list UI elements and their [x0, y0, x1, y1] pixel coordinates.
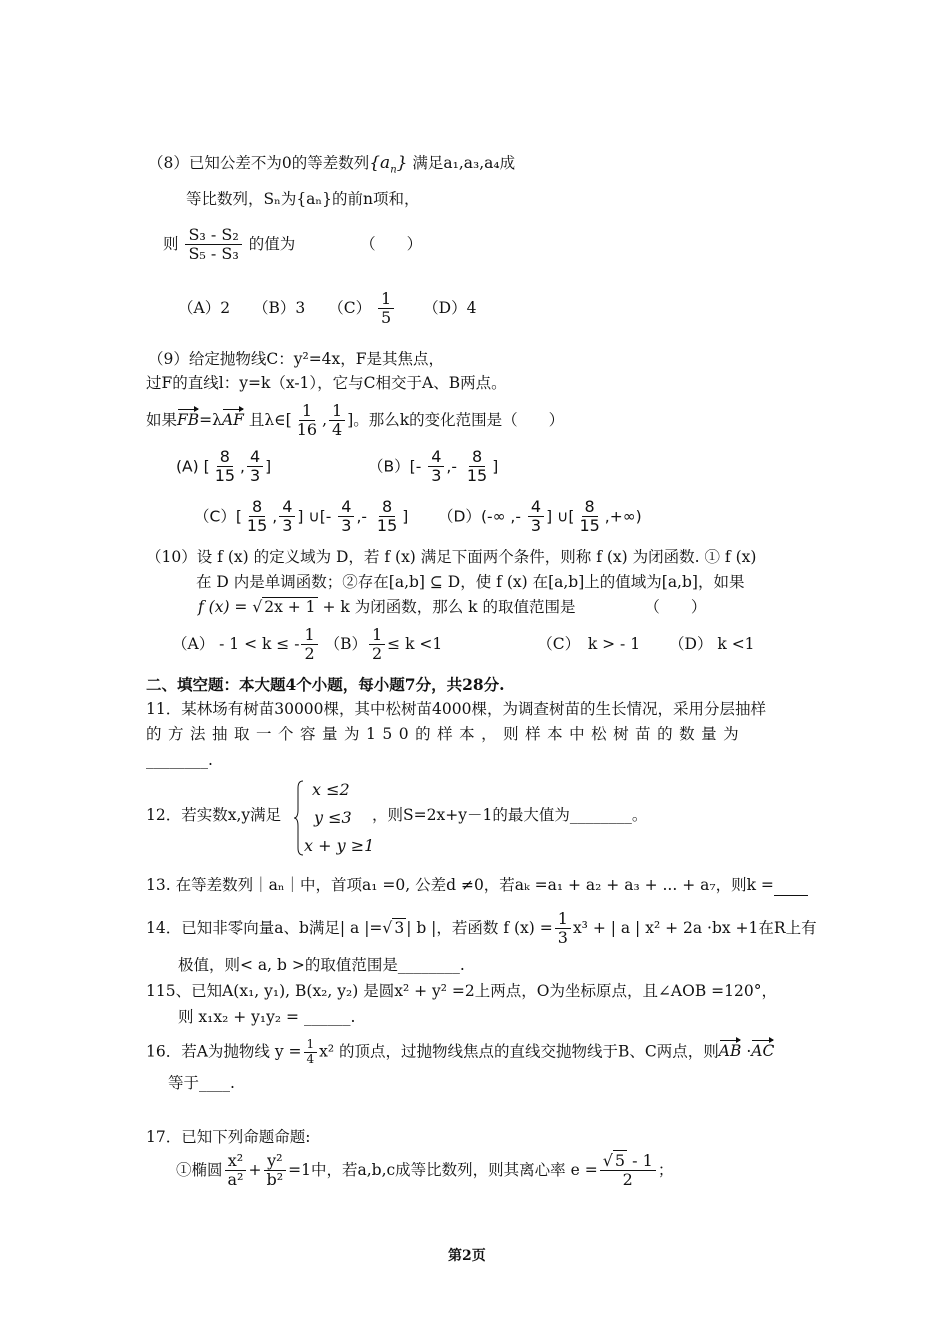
- q14-pre: 14．已知非零向量a、b满足| a |=: [146, 918, 383, 937]
- q10-opt-b-num: 1: [369, 626, 385, 645]
- q10-line3: f (x) = √ 2x + 1 + k 为闭函数，那么 k 的取值范围是 （ ）: [198, 598, 707, 616]
- q8-frac-num: S₃ - S₂: [185, 226, 241, 245]
- q8-line1: （8）已知公差不为0的等差数列$\{a_n\}$ 满足a₁,a₃,a₄成: [148, 153, 516, 176]
- q10-line1: （10）设 f (x) 的定义域为 D，若 f (x) 满足下面两个条件，则称 f (x) 为闭函数. ① f (x): [146, 548, 757, 566]
- q8-line3-pre: 则: [163, 234, 179, 253]
- section-heading: 二、填空题：本大题4个小题，每小题7分，共28分.: [146, 675, 505, 694]
- q9-opt-b-d2: 15: [466, 466, 488, 486]
- q8-opt-c-frac: [378, 290, 394, 328]
- q9-opt-c-d3: 3: [341, 516, 352, 536]
- q8-line3: [163, 226, 422, 264]
- q8-opt-c-num: 1: [378, 290, 394, 309]
- q11-line1: 11．某林场有树苗30000棵，其中松树苗4000棵，为调查树苗的生长情况，采用分层抽样: [146, 700, 766, 718]
- q14-line1: [146, 910, 817, 948]
- q9-line3-a: 如果: [146, 410, 178, 429]
- q10-opt-a-num: 1: [301, 626, 317, 645]
- q16-pre: 16．若A为抛物线 y =: [146, 1042, 302, 1061]
- q16-vec-ab: AB: [718, 1042, 742, 1061]
- q9-line3-c: 且λ∈[: [248, 410, 292, 429]
- q15-line1: 115、已知A(x₁, y₁), B(x₂, y₂) 是圆x² + y² =2上两点，O为坐标原点，且∠AOB =120°，: [146, 982, 777, 1000]
- q8-options: [178, 290, 476, 328]
- q9-opt-a-d1: 15: [214, 466, 236, 486]
- q9-opt-c-d1: 15: [246, 516, 268, 536]
- q14-num: 1: [555, 910, 571, 929]
- q12-pre: 12．若实数x,y满足: [146, 806, 282, 824]
- q16-den: 4: [306, 1051, 315, 1066]
- q17-mid: =1中，若a,b,c成等比数列，则其离心率 e =: [288, 1160, 598, 1179]
- q10-opt-d: （D） k <1: [669, 634, 755, 653]
- q9-opt-d-n1: 4: [528, 498, 544, 517]
- q9-opt-b-n2: 8: [469, 448, 485, 467]
- q16-vec-ac: AC: [751, 1042, 775, 1061]
- q9-opt-b-d1: 3: [431, 466, 442, 486]
- q10-opt-a-den: 2: [304, 644, 315, 664]
- q10-opt-b: （B）: [324, 634, 367, 653]
- q8-stem: （8）已知公差不为0的等差数列: [148, 154, 370, 172]
- q8-frac-den: S₅ - S₃: [188, 244, 239, 264]
- q17-d3: 2: [622, 1170, 633, 1190]
- q9-n1: 1: [299, 402, 315, 421]
- q9-opt-c-n4: 8: [379, 498, 395, 517]
- q9-opt-d-d2: 15: [579, 516, 600, 536]
- q9-n2: 1: [329, 402, 345, 421]
- q17-plus: +: [248, 1160, 262, 1179]
- q8-opt-c: （C）: [328, 298, 372, 317]
- q17-n3: √ 5 - 1: [600, 1152, 656, 1171]
- q9-vec-fb: FB: [177, 410, 200, 429]
- q8-line2: 等比数列，Sₙ为{aₙ}的前n项和，: [186, 190, 420, 208]
- q9-d1: 16: [296, 420, 318, 440]
- q10-line2: 在 D 内是单调函数；②存在[a,b] ⊆ D，使 f (x) 在[a,b]上的值域为[a,b]，如果: [196, 573, 745, 591]
- q12-c2: y ≤3: [314, 808, 352, 827]
- q10-line3-post: + k 为闭函数，那么 k 的取值范围是: [317, 598, 576, 616]
- q15-line2: 则 x₁x₂ + y₁y₂ = ______.: [178, 1008, 356, 1026]
- q8-line3-post: 的值为: [248, 234, 296, 253]
- q17-line1: 17．已知下列命题命题:: [146, 1128, 311, 1146]
- q9-line2: 过F的直线l：y=k（x-1），它与C相交于A、B两点。: [146, 374, 507, 392]
- q10-line3-pre: f (x) =: [198, 598, 253, 616]
- q9-opt-d-n2: 8: [582, 498, 598, 517]
- q10-opt-b-post: ≤ k <1: [387, 634, 443, 653]
- q9-opt-a: (A) [ $\frac{8}{15}$ , $\frac{4}{3}$ ]: [176, 447, 272, 486]
- q9-d2: 4: [332, 420, 343, 440]
- q9-opt-c-d2: 3: [282, 516, 293, 536]
- q8-terms: 满足a₁,a₃,a₄成: [412, 154, 516, 172]
- q14-line2: 极值，则< a, b >的取值范围是________.: [178, 956, 465, 974]
- q13-text: 13. 在等差数列｜aₙ｜中，首项a₁ =0, 公差d ≠0，若aₖ =a₁ + a₂ + a₃ + ... + a₇，则k =: [146, 876, 774, 894]
- q9-opt-d-d1: 3: [530, 516, 542, 536]
- q11-line2: 的方法抽取一个容量为150的样本，则样本中松树苗的数量为: [146, 725, 746, 743]
- q13-line: [146, 876, 808, 896]
- q9-opt-b: （B）[- $\frac{4}{3}$ ,- $\frac{8}{15}$ ]: [368, 447, 499, 486]
- q9-frac-1: [294, 402, 320, 440]
- q10-opt-a: （A） - 1 < k ≤ -: [172, 634, 300, 653]
- q8-opt-b: （B）3: [253, 298, 306, 317]
- q9-opt-c-n1: 8: [249, 498, 265, 517]
- q16-line2: 等于____.: [168, 1074, 235, 1092]
- q8-opt-a: （A）2: [178, 298, 231, 317]
- q9-opt-d: （D）(-∞ ,- $\frac{4}{3}$ ] ∪[ $\frac{8}{15}$ ,+∞): [438, 497, 642, 536]
- q8-paren: （ ）: [360, 234, 423, 253]
- q9-opt-c-n3: 4: [338, 498, 354, 517]
- q17-n1: x²: [225, 1152, 246, 1171]
- q12-c3: x + y ≥1: [304, 836, 375, 855]
- q17-n3-root: 5: [614, 1151, 626, 1170]
- q12-brace: [294, 780, 304, 856]
- q16-post: x² 的顶点，过抛物线焦点的直线交抛物线于B、C两点，则: [319, 1042, 719, 1061]
- q9-vec-af: AF: [221, 410, 244, 429]
- q17-d1: a²: [227, 1170, 244, 1190]
- q10-paren: （ ）: [644, 598, 707, 616]
- q9-opt-c-n2: 4: [279, 498, 295, 517]
- q9-opt-b-n1: 4: [428, 448, 444, 467]
- q9-opt-c-label: （C）: [194, 507, 236, 526]
- q9-opt-b-label: （B）: [368, 457, 410, 476]
- q8-opt-c-den: 5: [381, 308, 392, 328]
- q9-opt-a-label: (A): [176, 457, 199, 476]
- q9-line3-d: ]。那么k的变化范围是（ ）: [347, 410, 565, 429]
- q17-line2: [176, 1152, 673, 1190]
- q16-dot: ·: [741, 1042, 752, 1061]
- q8-fraction: [185, 226, 241, 264]
- page-footer: 第2页: [448, 1248, 486, 1264]
- q8-opt-d: （D）4: [423, 298, 477, 317]
- q9-opt-a-n1: 8: [217, 448, 233, 467]
- q17-n3-post: - 1: [627, 1151, 653, 1170]
- q10-opt-c: （C） k > - 1: [537, 634, 641, 653]
- q17-n2: y²: [264, 1152, 285, 1171]
- q17-d2: b²: [266, 1170, 284, 1190]
- q10-root: 2x + 1: [264, 598, 316, 616]
- q17-post: ；: [657, 1160, 674, 1179]
- q9-line3: 如果FB=λAF 且λ∈[ $\frac{1}{16}$ , $\frac{1}{4}$ ]。那么k的变化范围是（ ）: [146, 401, 565, 440]
- q12-c1: x ≤2: [312, 780, 350, 799]
- q14-den: 3: [557, 928, 568, 948]
- q14-mid: | b |，若函数 f (x) =: [406, 918, 553, 937]
- q11-line3: ________.: [146, 751, 213, 769]
- q9-line1: （9）给定抛物线C：y²=4x，F是其焦点，: [148, 350, 445, 368]
- q9-opt-a-d2: 3: [249, 466, 261, 486]
- q14-root: √ 3: [382, 918, 405, 937]
- q16-num: 1: [304, 1038, 318, 1053]
- q9-opt-a-n2: 4: [247, 448, 263, 467]
- q9-line3-b: =λ: [199, 410, 222, 429]
- q16-line1: [146, 1038, 774, 1067]
- q10-options: [172, 626, 755, 664]
- q9-frac-2: [329, 402, 345, 440]
- q12-post: ，则S=2x+y－1的最大值为________。: [372, 806, 648, 824]
- q14-post: x³ + | a | x² + 2a ·bx +1在R上有: [572, 918, 817, 937]
- q9-opt-d-label: （D）: [438, 507, 481, 526]
- q14-root-val: 3: [394, 918, 405, 937]
- q9-opt-c-d4: 15: [376, 516, 398, 536]
- q9-opt-c: （C）[ $\frac{8}{15}$ , $\frac{4}{3}$ ] ∪[- $\frac{4}{3}$ ,- $\frac{8}{15}$ ]: [194, 497, 409, 536]
- q10-opt-b-den: 2: [371, 644, 383, 664]
- q13-blank: [774, 876, 808, 896]
- q17-pre: ①椭圆: [176, 1160, 223, 1179]
